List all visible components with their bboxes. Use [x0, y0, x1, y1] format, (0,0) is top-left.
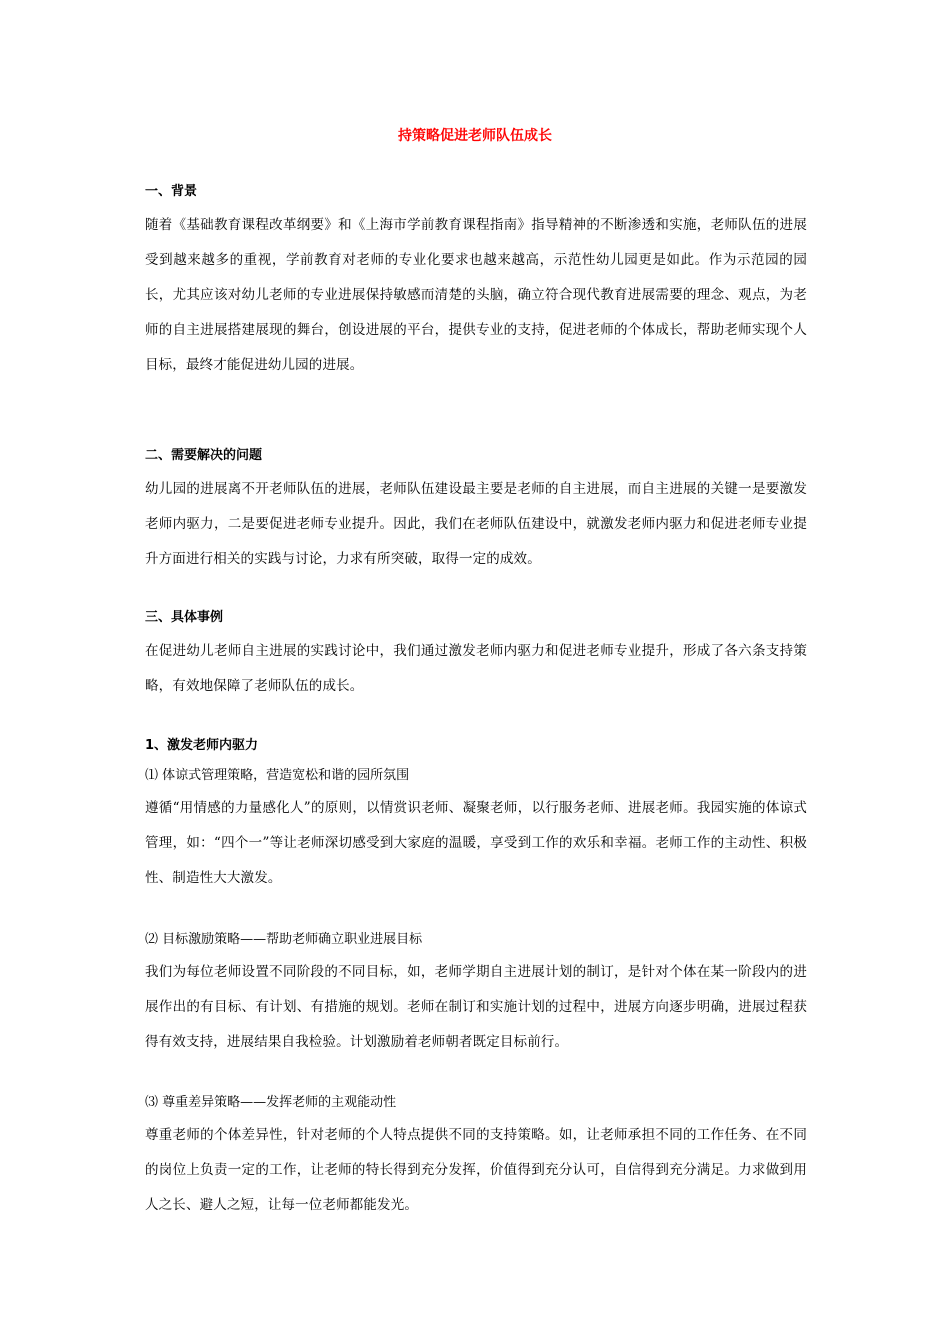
part-heading: 1、激发老师内驱力 — [145, 738, 259, 753]
section-background — [145, 182, 807, 383]
section-examples — [145, 608, 807, 704]
section-problems — [145, 446, 807, 577]
strategy-paragraph: 遵循“用情感的力量感化人”的原则，以情赏识老师、凝聚老师，以行服务老师、进展老师。我园实施的体谅式管理，如：“四个一”等让老师深切感受到大家庭的温暖，享受到工作的欢乐和幸福。老师工作的主动性、积极性、制造性大大激发。 — [145, 800, 807, 886]
strategy-item-2 — [145, 930, 807, 1060]
section-heading: 一、背景 — [145, 184, 198, 199]
strategy-subtitle: ⑶ 尊重差异策略——发挥老师的主观能动性 — [145, 1095, 397, 1110]
strategy-subtitle: ⑴ 体谅式管理策略，营造宽松和谐的园所氛围 — [145, 768, 410, 783]
section-heading: 二、需要解决的问题 — [145, 448, 263, 463]
document-title: 持策略促进老师队伍成长 — [398, 128, 552, 144]
section-paragraph: 幼儿园的进展离不开老师队伍的进展，老师队伍建设最主要是老师的自主进展，而自主进展的关键一是要激发老师内驱力，二是要促进老师专业提升。因此，我们在老师队伍建设中，就激发老师内驱力和促进老师专业提升方面进行相关的实践与讨论，力求有所突破，取得一定的成效。 — [145, 481, 807, 567]
section-heading: 三、具体事例 — [145, 610, 224, 625]
strategy-paragraph: 我们为每位老师设置不同阶段的不同目标，如，老师学期自主进展计划的制订，是针对个体在某一阶段内的进展作出的有目标、有计划、有措施的规划。老师在制订和实施计划的过程中，进展方向逐步明确，进展过程获得有效支持，进展结果自我检验。计划激励着老师朝者既定目标前行。 — [145, 964, 807, 1050]
strategy-item-1 — [145, 766, 807, 896]
strategy-paragraph: 尊重老师的个体差异性，针对老师的个人特点提供不同的支持策略。如，让老师承担不同的工作任务、在不同的岗位上负责一定的工作，让老师的特长得到充分发挥，价值得到充分认可，自信得到充分满足。力求做到用人之长、避人之短，让每一位老师都能发光。 — [145, 1127, 807, 1213]
strategy-item-3 — [145, 1093, 807, 1223]
section-paragraph: 在促进幼儿老师自主进展的实践讨论中，我们通过激发老师内驱力和促进老师专业提升，形成了各六条支持策略，有效地保障了老师队伍的成长。 — [145, 643, 807, 694]
part1-heading-block — [145, 736, 807, 756]
section-paragraph: 随着《基础教育课程改革纲要》和《上海市学前教育课程指南》指导精神的不断渗透和实施，老师队伍的进展受到越来越多的重视，学前教育对老师的专业化要求也越来越高，示范性幼儿园更是如此。作为示范园的园长，尤其应该对幼儿老师的专业进展保持敏感而清楚的头脑，确立符合现代教育进展需要的理念、观点，为老师的自主进展搭建展现的舞台，创设进展的平台，提供专业的支持，促进老师的个体成长，帮助老师实现个人目标，最终才能促进幼儿园的进展。 — [145, 217, 807, 373]
strategy-subtitle: ⑵ 目标激励策略——帮助老师确立职业进展目标 — [145, 932, 423, 947]
